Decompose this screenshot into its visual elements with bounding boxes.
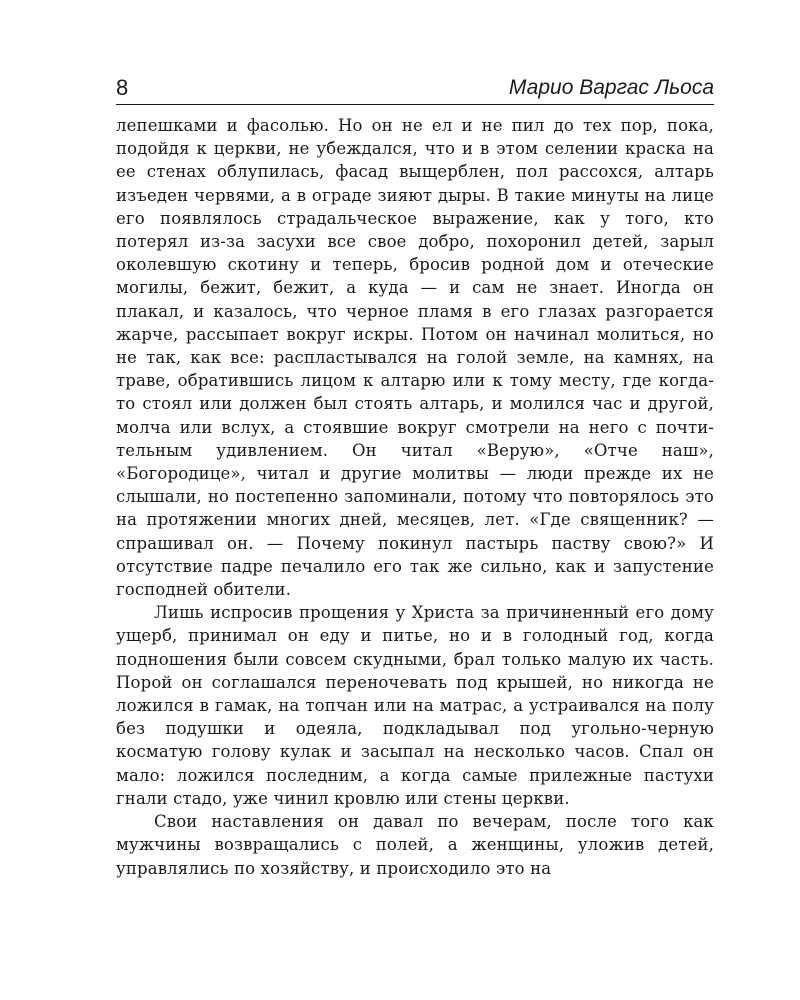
paragraph-3: Свои наставления он давал по вечерам, после того как мужчины возвращались с полей, а женщины, уложив детей, управлялись по хозяйству, и происходило это на — [116, 812, 714, 878]
body-text — [116, 114, 714, 880]
running-header — [116, 74, 714, 102]
page-number: 8 — [116, 75, 129, 100]
running-header-author: Марио Варгас Льоса — [508, 76, 714, 99]
paragraph-2: Лишь испросив прощения у Христа за причиненный его дому ущерб, принимал он еду и питье, но и в голодный год, когда подношения были совсем скудными, брал только малую их часть. Порой он соглашался переночевать под крышей, но никогда не ложился в гамак, на топчан или на матрас, а устраивался на полу без подушки и одеяла, подкладывал под угольно-черную косматую голову кулак и засыпал на несколько часов. Спал он мало: ложился последним, а когда самые прилежные пастухи гнали стадо, уже чинил кровлю или стены церкви. — [116, 603, 714, 808]
header-rule — [116, 104, 714, 105]
paragraph-1: лепешками и фасолью. Но он не ел и не пил до тех пор, пока, подойдя к церкви, не убеждался, что и в этом селении краска на ее стенах облупилась, фасад выщерблен, пол рассохся, алтарь изъеден червями, а в ограде зияют дыры. В такие минуты на лице его появлялось страдальческое выражение, как у того, кто потерял из-за засухи все свое добро, похоронил детей, зарыл околевшую скотину и теперь, бросив родной дом и отеческие могилы, бежит, бежит, а куда — и сам не знает. Иногда он плакал, и казалось, что черное пламя в его глазах разгорается жарче, рассыпает вокруг искры. Потом он начинал молиться, но не так, как все: распластывался на голой земле, на камнях, на траве, обратившись лицом к алтарю или к тому месту, где когда-то стоял или должен был стоять алтарь, и молился час и другой, молча или вслух, а стоявшие вокруг смотрели на него с почтительным удивлением. Он читал «Верую», «Отче наш», «Богородице», читал и другие молитвы — люди прежде их не слышали, но постепенно запоминали, потому что повторялось это на протяжении многих дней, месяцев, лет. «Где священник? — спрашивал он. — Почему покинул пастырь паству свою?» И отсутствие падре печалило его так же сильно, как и запустение господней обители. — [116, 116, 714, 600]
